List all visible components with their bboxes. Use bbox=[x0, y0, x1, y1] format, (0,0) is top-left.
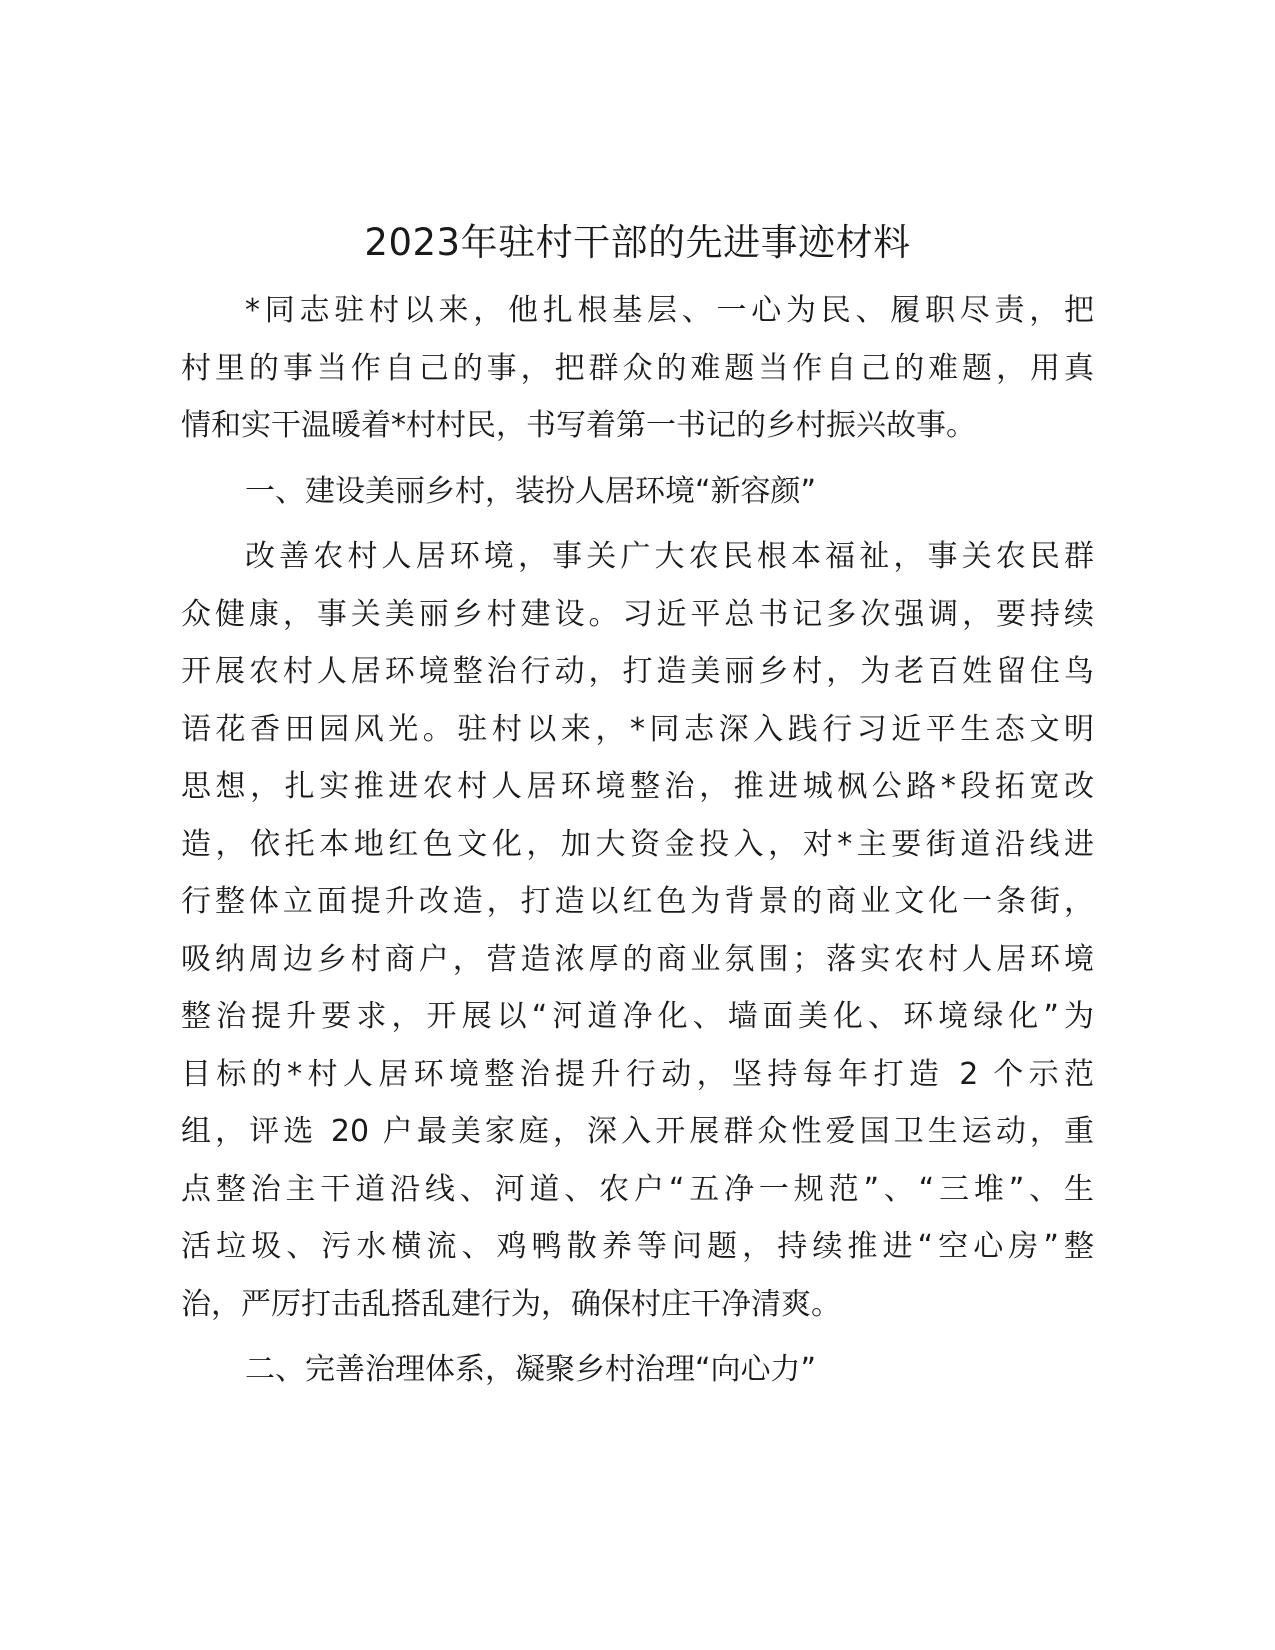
section-heading-2 bbox=[181, 1341, 1094, 1399]
text-line: 一、建设美丽乡村，装扮人居环境“新容颜” bbox=[245, 473, 817, 509]
text-line: 行整体立面提升改造，打造以红色为背景的商业文化一条街， bbox=[181, 884, 1094, 919]
text-line: 治，严厉打击乱搭乱建行为，确保村庄干净清爽。 bbox=[181, 1286, 841, 1322]
intro-paragraph bbox=[181, 282, 1094, 455]
text-line: 吸纳周边乡村商户，营造浓厚的商业氛围；落实农村人居环境 bbox=[181, 941, 1094, 977]
text-line: 村里的事当作自己的事，把群众的难题当作自己的难题，用真 bbox=[181, 350, 1094, 386]
text-line: 目标的*村人居环境整治提升行动，坚持每年打造 2 个示范 bbox=[181, 1056, 1094, 1092]
text-line: 组，评选 20 户最美家庭，深入开展群众性爱国卫生运动，重 bbox=[181, 1114, 1094, 1149]
text-line: *同志驻村以来，他扎根基层、一心为民、履职尽责，把 bbox=[245, 293, 1094, 328]
text-line: 点整治主干道沿线、河道、农户“五净一规范”、“三堆”、生 bbox=[181, 1171, 1094, 1207]
text-line: 整治提升要求，开展以“河道净化、墙面美化、环境绿化”为 bbox=[181, 999, 1094, 1034]
text-line: 思想，扎实推进农村人居环境整治，推进城枫公路*段拓宽改 bbox=[181, 769, 1094, 804]
text-line: 众健康，事关美丽乡村建设。习近平总书记多次强调，要持续 bbox=[181, 596, 1094, 632]
text-line: 二、完善治理体系，凝聚乡村治理“向心力” bbox=[245, 1352, 817, 1387]
section-1-paragraph bbox=[181, 528, 1094, 1333]
text-line: 开展农村人居环境整治行动，打造美丽乡村，为老百姓留住鸟 bbox=[181, 654, 1094, 689]
document-title: 2023年驻村干部的先进事迹材料 bbox=[364, 221, 911, 264]
text-line: 活垃圾、污水横流、鸡鸭散养等问题，持续推进“空心房”整 bbox=[181, 1229, 1094, 1264]
text-line: 改善农村人居环境，事关广大农民根本福祉，事关农民群 bbox=[245, 539, 1094, 574]
text-line: 情和实干温暖着*村村民，书写着第一书记的乡村振兴故事。 bbox=[181, 408, 976, 443]
document-body bbox=[181, 218, 1094, 1399]
section-heading-1 bbox=[181, 463, 1094, 521]
text-line: 造，依托本地红色文化，加大资金投入，对*主要街道沿线进 bbox=[181, 826, 1094, 862]
text-line: 语花香田园风光。驻村以来，*同志深入践行习近平生态文明 bbox=[181, 711, 1094, 747]
